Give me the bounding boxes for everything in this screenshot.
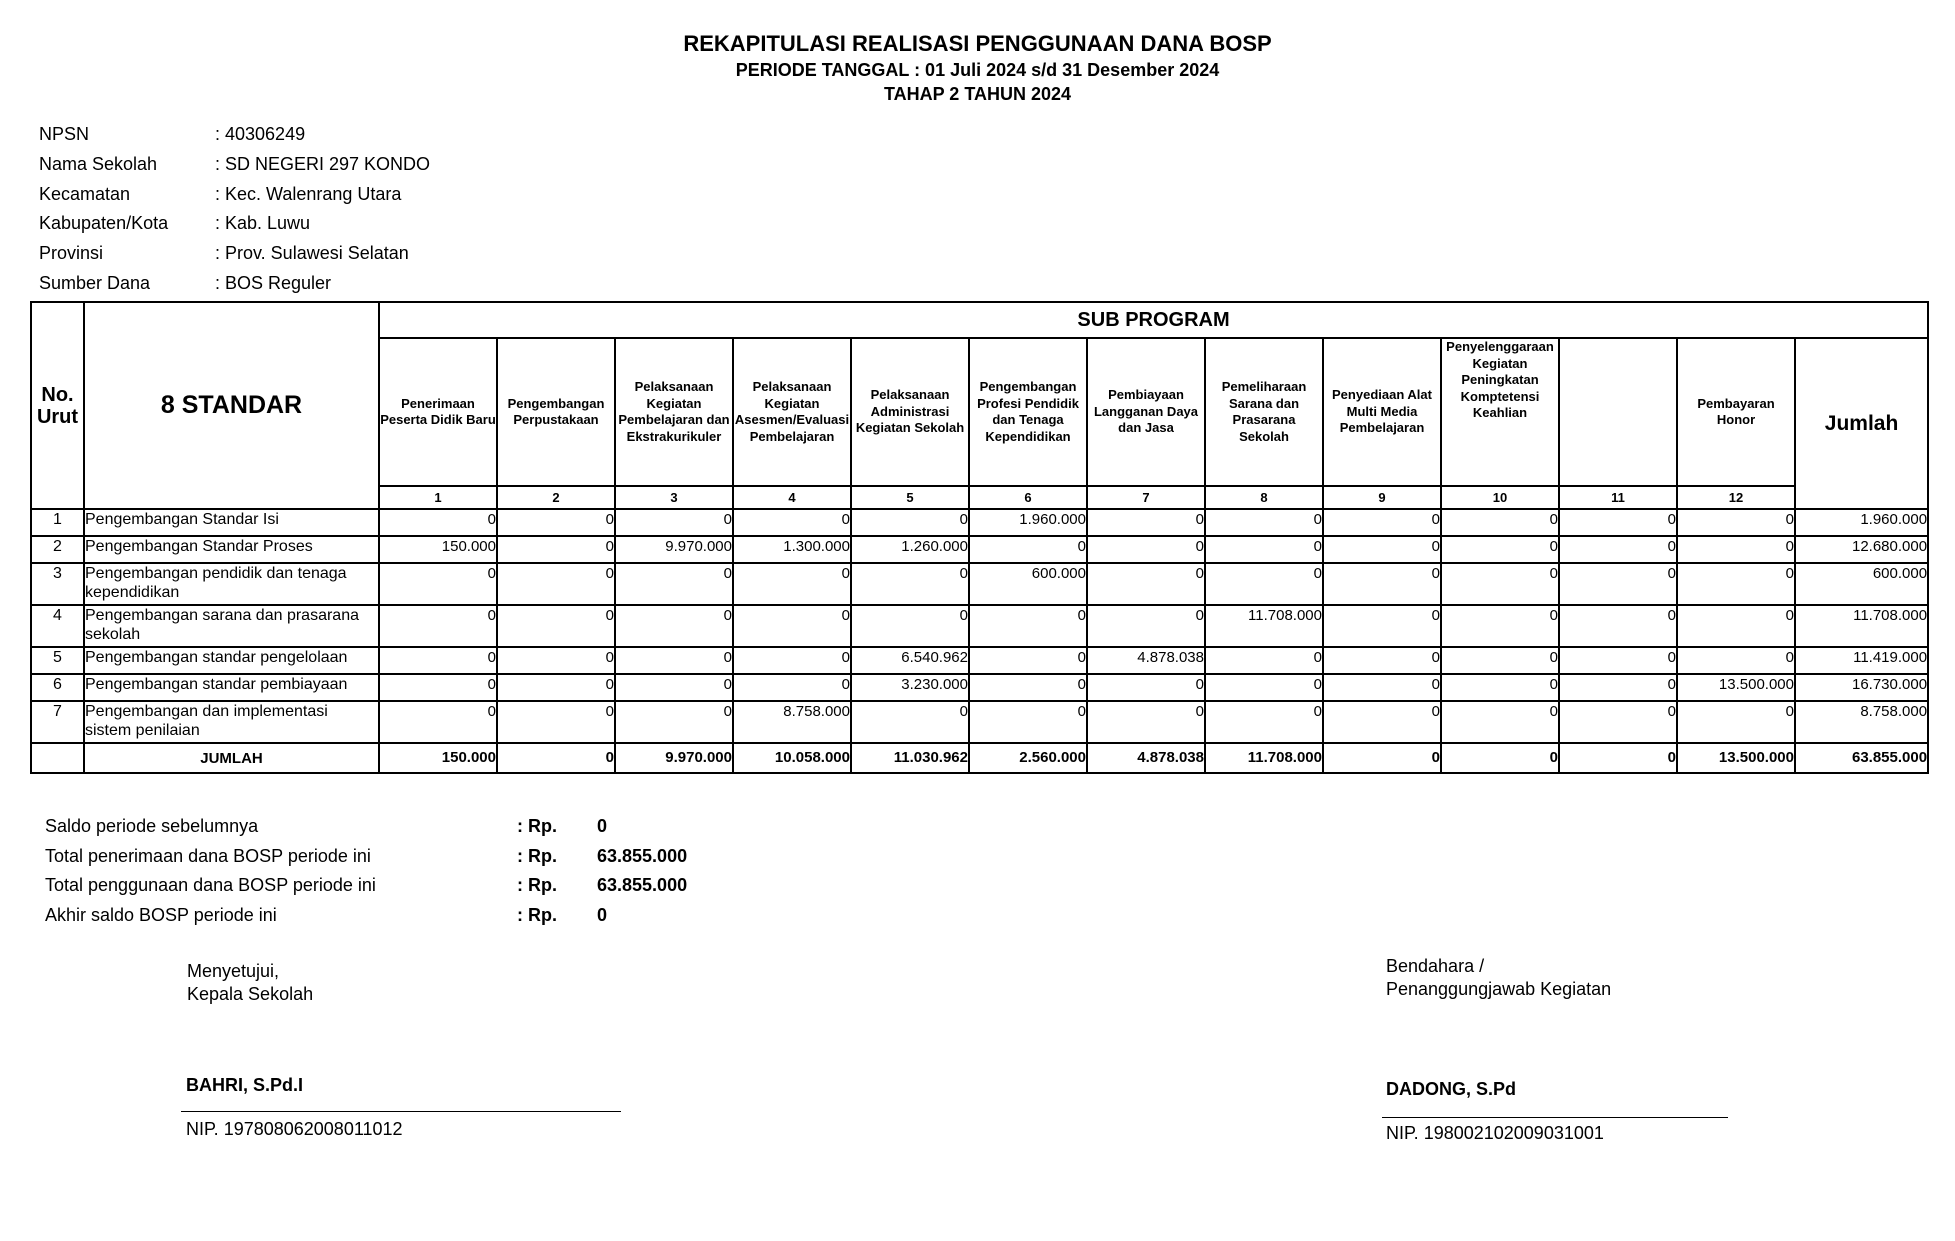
row-value: 0 <box>615 563 733 605</box>
header-num-2: 2 <box>497 486 615 509</box>
total-no-empty <box>31 743 84 773</box>
row-value: 0 <box>1087 674 1205 701</box>
signature-right-line <box>1382 1117 1728 1118</box>
info-value: : Prov. Sulawesi Selatan <box>215 243 409 264</box>
row-value: 0 <box>379 647 497 674</box>
row-no: 4 <box>31 605 84 647</box>
row-value: 9.970.000 <box>615 536 733 563</box>
row-value: 0 <box>1559 674 1677 701</box>
row-value: 0 <box>1323 536 1441 563</box>
recap-table <box>30 301 1929 774</box>
row-value: 0 <box>969 674 1087 701</box>
signature-right-line2: Penanggungjawab Kegiatan <box>1386 979 1612 999</box>
info-value: : SD NEGERI 297 KONDO <box>215 153 431 174</box>
header-num-10: 10 <box>1441 486 1559 509</box>
row-value: 0 <box>1677 605 1795 647</box>
total-value: 0 <box>497 743 615 773</box>
row-standard: Pengembangan Standar Proses <box>84 536 379 563</box>
row-value: 0 <box>1441 563 1559 605</box>
row-value: 0 <box>851 605 969 647</box>
signature-left-line2: Kepala Sekolah <box>187 984 314 1004</box>
info-province <box>39 239 430 269</box>
signature-left-line1: Menyetujui, <box>187 961 280 981</box>
header-col-5: Pelaksanaan Administrasi Kegiatan Sekolah <box>851 338 969 486</box>
row-value: 0 <box>1087 509 1205 536</box>
header-num-8: 8 <box>1205 486 1323 509</box>
row-value: 0 <box>1677 563 1795 605</box>
row-value: 1.300.000 <box>733 536 851 563</box>
row-value: 0 <box>615 647 733 674</box>
row-value: 0 <box>1441 509 1559 536</box>
signature-right-nip: NIP. 198002102009031001 <box>1386 1123 1604 1143</box>
header-num-12: 12 <box>1677 486 1795 509</box>
header-col-10: Penyelenggaraan Kegiatan Peningkatan Komptetensi Keahlian <box>1441 338 1559 486</box>
header-col-3: Pelaksanaan Kegiatan Pembelajaran dan Ekstrakurikuler <box>615 338 733 486</box>
signature-right-name: DADONG, S.Pd <box>1386 1079 1517 1099</box>
header-no-line: No. <box>41 383 74 406</box>
row-value: 0 <box>1087 605 1205 647</box>
summary-label: Total penerimaan dana BOSP periode ini <box>45 845 371 866</box>
total-value: 150.000 <box>379 743 497 773</box>
header-col-6: Pengembangan Profesi Pendidik dan Tenaga Kependidikan <box>969 338 1087 486</box>
total-value: 2.560.000 <box>969 743 1087 773</box>
signature-left-line <box>181 1111 621 1112</box>
row-value: 0 <box>497 563 615 605</box>
row-value: 3.230.000 <box>851 674 969 701</box>
header-no-urut <box>31 302 84 509</box>
row-value: 0 <box>379 509 497 536</box>
row-total: 11.708.000 <box>1795 605 1928 647</box>
total-value: 9.970.000 <box>615 743 733 773</box>
row-value: 0 <box>1559 509 1677 536</box>
summary-value: 63.855.000 <box>597 845 688 866</box>
row-value: 0 <box>1323 674 1441 701</box>
row-no: 3 <box>31 563 84 605</box>
info-district <box>39 180 430 210</box>
row-no: 6 <box>31 674 84 701</box>
row-value: 600.000 <box>969 563 1087 605</box>
header-col-4: Pelaksanaan Kegiatan Asesmen/Evaluasi Pembelajaran <box>733 338 851 486</box>
row-value: 0 <box>1205 674 1323 701</box>
header-num-9: 9 <box>1323 486 1441 509</box>
info-value: : Kab. Luwu <box>215 213 311 234</box>
row-standard: Pengembangan pendidik dan tenaga kependidikan <box>84 563 379 605</box>
info-label: Kabupaten/Kota <box>39 213 169 234</box>
row-value: 0 <box>1441 605 1559 647</box>
info-regency <box>39 209 430 239</box>
row-value: 0 <box>1559 647 1677 674</box>
header-num-4: 4 <box>733 486 851 509</box>
summary-currency: : Rp. <box>517 816 557 836</box>
row-value: 0 <box>969 647 1087 674</box>
summary-label: Akhir saldo BOSP periode ini <box>45 904 277 925</box>
header-col-1: Penerimaan Peserta Didik Baru <box>379 338 497 486</box>
row-value: 0 <box>1205 509 1323 536</box>
total-value: 0 <box>1559 743 1677 773</box>
info-label: NPSN <box>39 124 90 144</box>
row-value: 0 <box>1441 536 1559 563</box>
school-info <box>39 120 430 299</box>
summary-currency: : Rp. <box>517 904 557 925</box>
row-value: 0 <box>1441 674 1559 701</box>
row-value: 150.000 <box>379 536 497 563</box>
row-total: 16.730.000 <box>1795 674 1928 701</box>
info-label: Kecamatan <box>39 183 131 204</box>
row-value: 0 <box>851 701 969 743</box>
header-col-9: Penyediaan Alat Multi Media Pembelajaran <box>1323 338 1441 486</box>
row-value: 0 <box>969 536 1087 563</box>
row-value: 0 <box>1323 605 1441 647</box>
row-value: 4.878.038 <box>1087 647 1205 674</box>
row-standard: Pengembangan Standar Isi <box>84 509 379 536</box>
info-label: Sumber Dana <box>39 272 151 293</box>
signature-left-name: BAHRI, S.Pd.I <box>186 1075 304 1095</box>
row-standard: Pengembangan sarana dan prasarana sekolah <box>84 605 379 647</box>
header-num-1: 1 <box>379 486 497 509</box>
total-label: JUMLAH <box>84 743 379 773</box>
info-school-name <box>39 150 430 180</box>
row-total: 11.419.000 <box>1795 647 1928 674</box>
total-value: 10.058.000 <box>733 743 851 773</box>
table-row <box>31 647 1928 674</box>
row-value: 0 <box>1677 536 1795 563</box>
row-value: 1.960.000 <box>969 509 1087 536</box>
grand-total: 63.855.000 <box>1795 743 1928 773</box>
summary-currency: : Rp. <box>517 845 557 866</box>
header-col-8: Pemeliharaan Sarana dan Prasarana Sekolah <box>1205 338 1323 486</box>
table-row <box>31 509 1928 536</box>
row-value: 0 <box>497 605 615 647</box>
row-value: 0 <box>1323 509 1441 536</box>
row-total: 12.680.000 <box>1795 536 1928 563</box>
row-value: 0 <box>497 536 615 563</box>
summary-total-usage <box>45 871 687 901</box>
summary-currency: : Rp. <box>517 875 557 895</box>
row-total: 1.960.000 <box>1795 509 1928 536</box>
row-value: 0 <box>1087 701 1205 743</box>
header-col-12: Pembayaran Honor <box>1677 338 1795 486</box>
info-npsn <box>39 120 430 150</box>
summary-ending-balance <box>45 901 687 931</box>
row-value: 0 <box>1559 701 1677 743</box>
row-value: 0 <box>1559 605 1677 647</box>
row-value: 0 <box>1323 647 1441 674</box>
row-no: 7 <box>31 701 84 743</box>
row-value: 0 <box>733 674 851 701</box>
report-stage: TAHAP 2 TAHUN 2024 <box>883 84 1072 104</box>
row-standard: Pengembangan standar pengelolaan <box>84 647 379 674</box>
row-no: 5 <box>31 647 84 674</box>
signature-right-line1: Bendahara / <box>1386 956 1485 976</box>
table-body <box>31 509 1928 773</box>
row-value: 0 <box>969 701 1087 743</box>
row-value: 0 <box>1087 563 1205 605</box>
row-value: 0 <box>1323 701 1441 743</box>
summary-label: Total penggunaan dana BOSP periode ini <box>45 875 376 895</box>
row-value: 0 <box>1205 536 1323 563</box>
row-value: 6.540.962 <box>851 647 969 674</box>
header-total: Jumlah <box>1795 338 1928 509</box>
table-row <box>31 605 1928 647</box>
header-num-11: 11 <box>1559 486 1677 509</box>
row-value: 0 <box>733 509 851 536</box>
row-total: 8.758.000 <box>1795 701 1928 743</box>
row-value: 0 <box>851 509 969 536</box>
total-value: 13.500.000 <box>1677 743 1795 773</box>
row-value: 0 <box>379 605 497 647</box>
summary-value: 63.855.000 <box>597 875 688 895</box>
signature-left-nip: NIP. 197808062008011012 <box>186 1119 403 1139</box>
row-value: 0 <box>1205 647 1323 674</box>
row-value: 0 <box>1677 701 1795 743</box>
row-standard: Pengembangan standar pembiayaan <box>84 674 379 701</box>
table-header <box>31 302 1928 509</box>
row-value: 0 <box>1559 563 1677 605</box>
signature-left-title <box>187 960 313 1006</box>
row-value: 1.260.000 <box>851 536 969 563</box>
row-value: 0 <box>379 701 497 743</box>
total-value: 0 <box>1323 743 1441 773</box>
row-value: 0 <box>733 605 851 647</box>
header-sub-program: SUB PROGRAM <box>379 302 1928 338</box>
row-no: 1 <box>31 509 84 536</box>
header-num-6: 6 <box>969 486 1087 509</box>
row-value: 0 <box>1559 536 1677 563</box>
total-value: 11.708.000 <box>1205 743 1323 773</box>
row-value: 13.500.000 <box>1677 674 1795 701</box>
header-num-5: 5 <box>851 486 969 509</box>
header-col-11 <box>1559 338 1677 486</box>
row-value: 0 <box>379 563 497 605</box>
row-value: 11.708.000 <box>1205 605 1323 647</box>
row-value: 0 <box>497 509 615 536</box>
table-row <box>31 563 1928 605</box>
header-num-3: 3 <box>615 486 733 509</box>
info-label: Provinsi <box>39 243 104 264</box>
row-value: 0 <box>1677 647 1795 674</box>
summary-value: 0 <box>597 816 608 836</box>
report-period: PERIODE TANGGAL : 01 Juli 2024 s/d 31 Desember 2024 <box>735 60 1220 80</box>
row-value: 0 <box>1323 563 1441 605</box>
row-value: 0 <box>1441 701 1559 743</box>
row-value: 0 <box>615 701 733 743</box>
row-value: 0 <box>1205 701 1323 743</box>
table-total-row <box>31 743 1928 773</box>
info-value: : Kec. Walenrang Utara <box>215 183 402 204</box>
row-value: 0 <box>615 674 733 701</box>
info-label: Nama Sekolah <box>39 153 158 174</box>
summary-previous-balance <box>45 812 687 842</box>
summary-value: 0 <box>597 904 608 925</box>
row-value: 0 <box>1205 563 1323 605</box>
info-value: : BOS Reguler <box>215 272 332 293</box>
summary-total-receipts <box>45 842 687 872</box>
row-value: 0 <box>379 674 497 701</box>
row-value: 0 <box>497 701 615 743</box>
row-value: 0 <box>733 563 851 605</box>
summary-label: Saldo periode sebelumnya <box>45 816 259 836</box>
row-value: 0 <box>1677 509 1795 536</box>
signature-right-title <box>1386 955 1611 1001</box>
table-row <box>31 701 1928 743</box>
info-value: : 40306249 <box>215 124 306 144</box>
total-value: 4.878.038 <box>1087 743 1205 773</box>
row-value: 0 <box>615 509 733 536</box>
header-num-7: 7 <box>1087 486 1205 509</box>
header-urut-line: Urut <box>36 405 79 428</box>
row-value: 0 <box>733 647 851 674</box>
total-value: 11.030.962 <box>851 743 969 773</box>
header-col-7: Pembiayaan Langganan Daya dan Jasa <box>1087 338 1205 486</box>
table-row <box>31 536 1928 563</box>
total-value: 0 <box>1441 743 1559 773</box>
header-col-2: Pengembangan Perpustakaan <box>497 338 615 486</box>
report-header <box>0 30 1955 106</box>
row-value: 0 <box>1441 647 1559 674</box>
row-value: 0 <box>851 563 969 605</box>
row-value: 0 <box>615 605 733 647</box>
row-value: 8.758.000 <box>733 701 851 743</box>
info-fund-source <box>39 269 430 299</box>
balance-summary <box>45 812 687 930</box>
header-standard: 8 STANDAR <box>84 302 379 509</box>
row-value: 0 <box>969 605 1087 647</box>
table-row <box>31 674 1928 701</box>
row-value: 0 <box>497 647 615 674</box>
report-title: REKAPITULASI REALISASI PENGGUNAAN DANA BOSP <box>683 31 1272 56</box>
row-standard: Pengembangan dan implementasi sistem penilaian <box>84 701 379 743</box>
row-value: 0 <box>497 674 615 701</box>
row-value: 0 <box>1087 536 1205 563</box>
row-total: 600.000 <box>1795 563 1928 605</box>
row-no: 2 <box>31 536 84 563</box>
